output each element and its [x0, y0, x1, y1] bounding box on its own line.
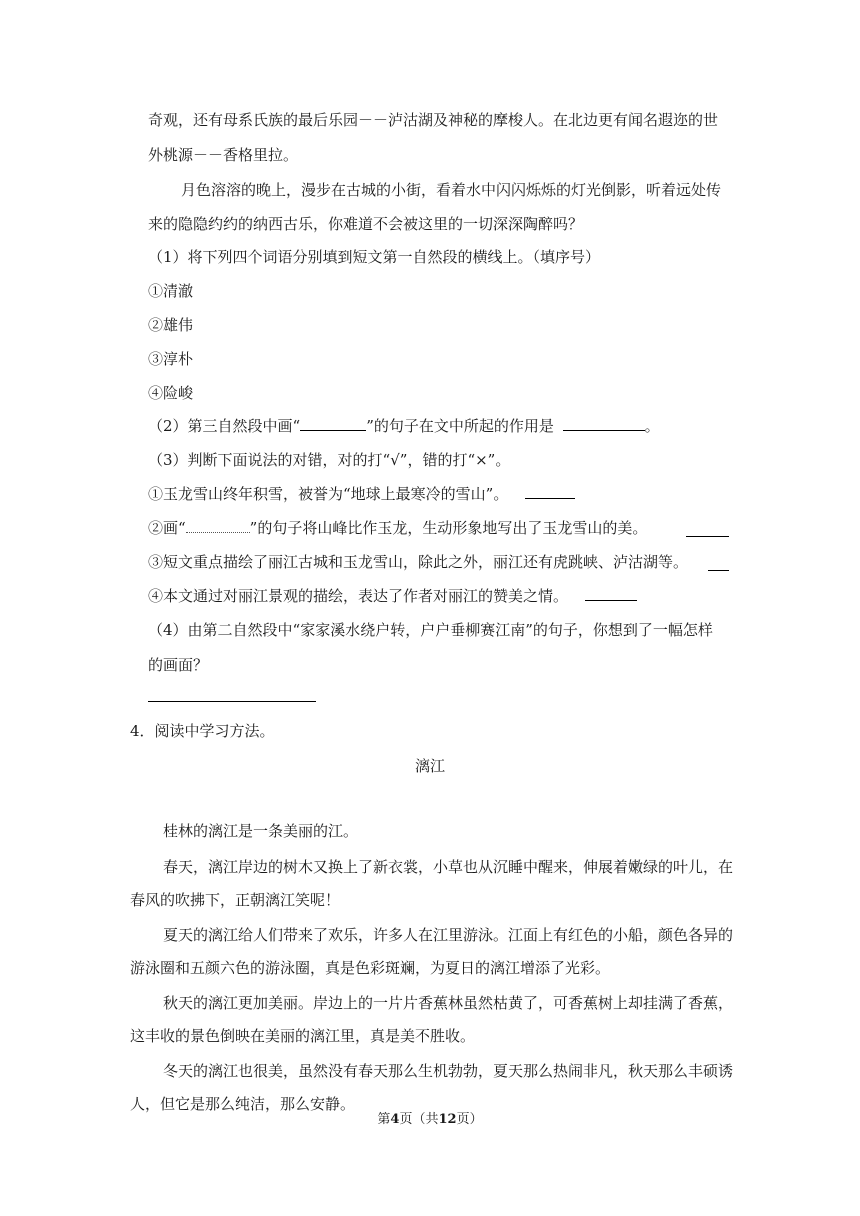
- answer-blank[interactable]: [525, 484, 575, 499]
- paragraph-line: 秋天的漓江更加美丽。岸边上的一片片香蕉林虽然枯黄了，可香蕉树上却挂满了香蕉，: [163, 994, 734, 1012]
- paragraph-line: 外桃源－－香格里拉。: [148, 146, 299, 164]
- question-text: （1）将下列四个词语分别填到短文第一自然段的横线上。（填序号）: [148, 248, 601, 266]
- question-text: （3）判断下面说法的对错，对的打“√”，错的打“×”。: [148, 451, 511, 469]
- statement-3: ③短文重点描绘了丽江古城和玉龙雪山，除此之外，丽江还有虎跳峡、泸沽湖等。: [148, 553, 689, 571]
- option-item: ③淳朴: [148, 350, 194, 368]
- statement-4: ④本文通过对丽江景观的描绘，表达了作者对丽江的赞美之情。: [148, 586, 637, 606]
- answer-blank[interactable]: [708, 556, 729, 571]
- paragraph-line: 春风的吹拂下，正朝漓江笑呢！: [130, 891, 341, 909]
- paragraph-line: 春天，漓江岸边的树木又换上了新衣裳，小草也从沉睡中醒来，伸展着嫩绿的叶儿，在: [163, 858, 734, 876]
- underline-sample: [300, 416, 366, 431]
- page-footer: 第4页（共12页）: [377, 1112, 483, 1127]
- option-item: ①清澈: [148, 282, 194, 300]
- answer-line[interactable]: [148, 701, 316, 702]
- section-heading: 4．阅读中学习方法。: [130, 722, 275, 740]
- question-text: （4）由第二自然段中“家家溪水绕户转，户户垂柳赛江南”的句子，你想到了一幅怎样: [148, 621, 713, 639]
- paragraph-line: 夏天的漓江给人们带来了欢乐，许多人在江里游泳。江面上有红色的小船，颜色各异的: [163, 926, 734, 944]
- question-2: （2）第三自然段中画“ ”的句子在文中所起的作用是 。: [148, 417, 660, 435]
- statement-2: ②画“ ”的句子将山峰比作玉龙，生动形象地写出了玉龙雪山的美。: [148, 519, 648, 537]
- page-total: 12: [438, 1112, 457, 1127]
- option-item: ④险峻: [148, 384, 194, 402]
- passage-title: 漓江: [414, 757, 445, 775]
- paragraph-line: 月色溶溶的晚上，漫步在古城的小街，看着水中闪闪烁烁的灯光倒影，听着远处传: [181, 181, 722, 199]
- paragraph-line: 人，但它是那么纯洁，那么安静。: [130, 1095, 356, 1113]
- page-number: 4: [390, 1112, 400, 1127]
- answer-blank[interactable]: [686, 522, 729, 537]
- paragraph-line: 奇观，还有母系氏族的最后乐园－－泸沽湖及神秘的摩梭人。在北边更有闻名遐迩的世: [148, 111, 719, 129]
- question-text: （2）第三自然段中画“: [148, 417, 301, 435]
- answer-blank[interactable]: [563, 416, 645, 431]
- paragraph-line: 冬天的漓江也很美，虽然没有春天那么生机勃勃，夏天那么热闹非凡，秋天那么丰硕诱: [163, 1062, 734, 1080]
- underline-sample: [186, 518, 250, 533]
- option-item: ②雄伟: [148, 316, 194, 334]
- statement-1: ①玉龙雪山终年积雪，被誉为“地球上最寒冷的雪山”。: [148, 484, 575, 504]
- paragraph-line: 桂林的漓江是一条美丽的江。: [163, 822, 359, 840]
- paragraph-line: 这丰收的景色倒映在美丽的漓江里，真是美不胜收。: [130, 1027, 476, 1045]
- question-text: ”的句子在文中所起的作用是: [366, 417, 554, 435]
- paragraph-line: 来的隐隐约约的纳西古乐，你难道不会被这里的一切深深陶醉吗？: [148, 215, 584, 233]
- paragraph-line: 游泳圈和五颜六色的游泳圈，真是色彩斑斓，为夏日的漓江增添了光彩。: [130, 959, 611, 977]
- answer-blank[interactable]: [585, 586, 637, 601]
- question-text: 的画面？: [148, 656, 209, 674]
